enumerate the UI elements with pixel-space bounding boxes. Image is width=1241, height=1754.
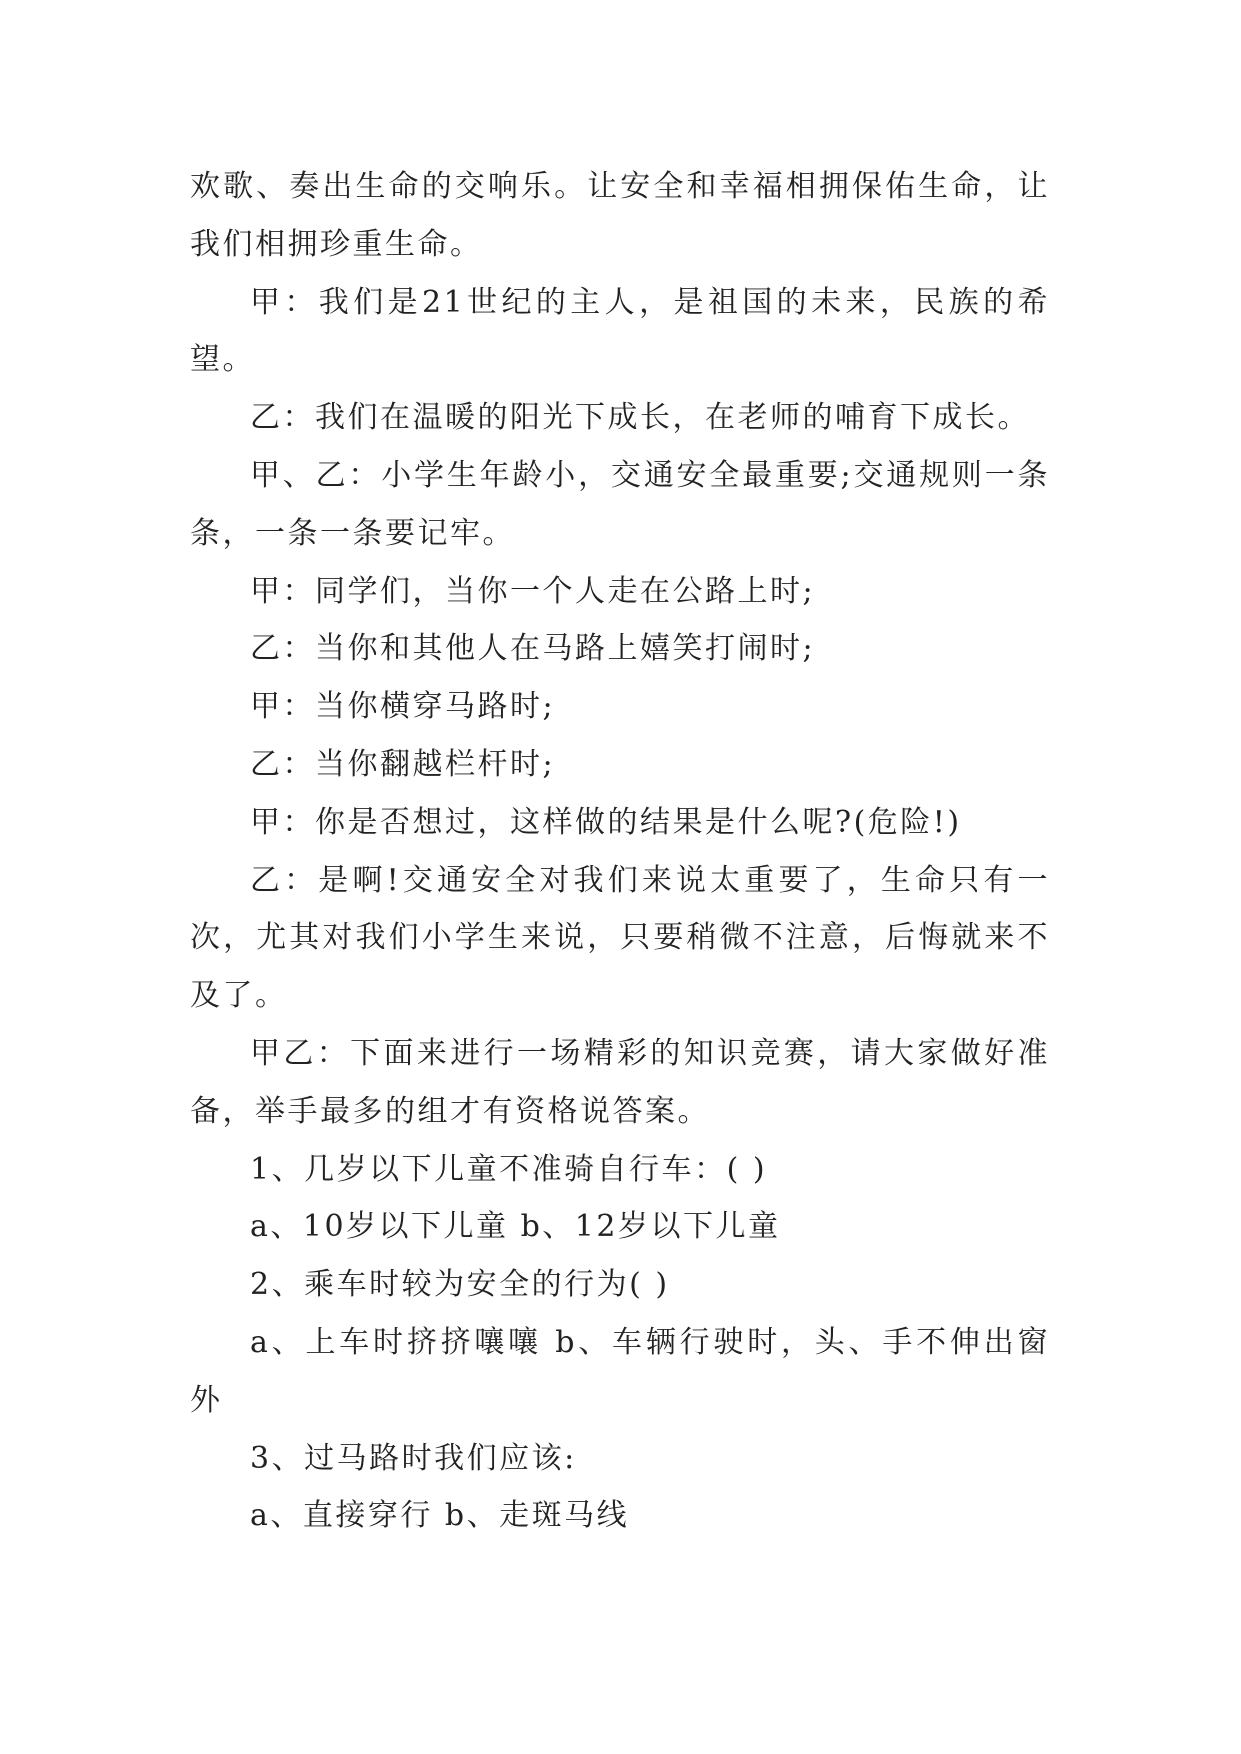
quiz-options: a、直接穿行 b、走斑马线 xyxy=(250,1498,630,1534)
paragraph-dialogue: 甲、乙：小学生年龄小，交通安全最重要;交通规则一条条，一条一条要记牢。 xyxy=(190,457,1050,551)
paragraph-dialogue: 乙：是啊!交通安全对我们来说太重要了，生命只有一次，尤其对我们小学生来说，只要稍微不注意，后悔就来不及了。 xyxy=(190,862,1050,1014)
paragraph-dialogue: 甲：我们是21世纪的主人，是祖国的未来，民族的希望。 xyxy=(190,284,1050,378)
paragraph-dialogue: 甲乙：下面来进行一场精彩的知识竞赛，请大家做好准备，举手最多的组才有资格说答案。 xyxy=(190,1035,1050,1129)
quiz-question: 3、过马路时我们应该: xyxy=(250,1440,577,1476)
quiz-question: 2、乘车时较为安全的行为( ) xyxy=(250,1267,670,1303)
document-body xyxy=(190,158,1050,1545)
quiz-options: a、上车时挤挤嚷嚷 b、车辆行驶时，头、手不伸出窗外 xyxy=(190,1324,1050,1418)
quiz-options: a、10岁以下儿童 b、12岁以下儿童 xyxy=(250,1209,781,1245)
paragraph-dialogue: 甲：你是否想过，这样做的结果是什么呢?(危险!) xyxy=(250,804,962,840)
paragraph-dialogue: 甲：同学们，当你一个人走在公路上时; xyxy=(250,573,816,609)
paragraph-dialogue: 乙：我们在温暖的阳光下成长，在老师的哺育下成长。 xyxy=(250,400,1030,436)
paragraph-dialogue: 乙：当你翻越栏杆时; xyxy=(250,746,556,782)
paragraph-continued: 欢歌、奏出生命的交响乐。让安全和幸福相拥保佑生命，让我们相拥珍重生命。 xyxy=(190,169,1050,262)
paragraph-dialogue: 乙：当你和其他人在马路上嬉笑打闹时; xyxy=(250,631,816,667)
quiz-question: 1、几岁以下儿童不准骑自行车：( ) xyxy=(250,1151,768,1187)
paragraph-dialogue: 甲：当你横穿马路时; xyxy=(250,689,556,725)
